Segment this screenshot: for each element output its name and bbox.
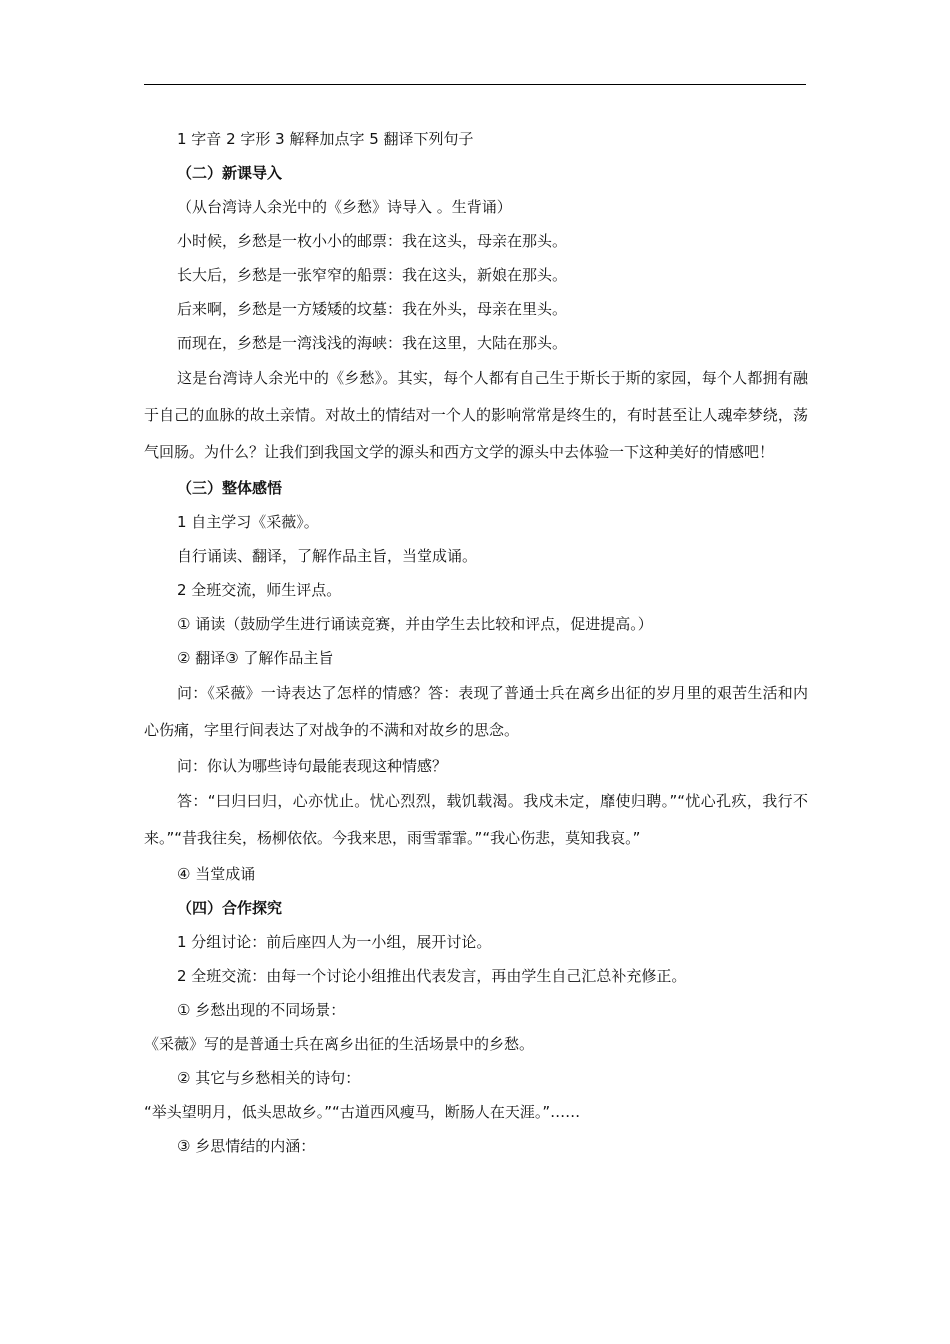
review-items: 1 字音 2 字形 3 解释加点字 5 翻译下列句子 — [177, 130, 474, 148]
intro-paragraph: 这是台湾诗人余光中的《乡愁》。其实，每个人都有自己生于斯长于斯的家园，每个人都拥有融于自己的血脉的故土亲情。对故土的情结对一个人的影响常常是终生的，有时甚至让人魂牵梦绕，荡气回肠。为什么？让我们到我国文学的源头和西方文学的源头中去体验一下这种美好的情感吧！ — [144, 369, 808, 461]
scenes-answer: 《采薇》写的是普通士兵在离乡出征的生活场景中的乡愁。 — [144, 1035, 535, 1053]
item-memorize: ④ 当堂成诵 — [177, 865, 256, 883]
item-connotation: ③ 乡思情结的内涵： — [177, 1137, 316, 1155]
section-heading-cooperation: （四）合作探究 — [177, 899, 283, 917]
poem-line-3: 后来啊，乡愁是一方矮矮的坟墓：我在外头，母亲在里头。 — [177, 300, 568, 318]
section-heading-overall: （三）整体感悟 — [177, 479, 283, 497]
header-rule — [144, 84, 806, 85]
qa-theme-paragraph: 问：《采薇》一诗表达了怎样的情感？答：表现了普通士兵在离乡出征的岁月里的艰苦生活和内心伤痛，字里行间表达了对战争的不满和对故乡的思念。 — [144, 684, 808, 739]
item-scenes: ① 乡愁出现的不同场景： — [177, 1001, 346, 1019]
intro-note: （从台湾诗人余光中的《乡愁》诗导入 。生背诵） — [177, 198, 512, 216]
related-poems-quote: “举头望明月，低头思故乡。”“古道西风瘦马，断肠人在天涯。”…… — [144, 1103, 581, 1121]
item-translate: ② 翻译③ 了解作品主旨 — [177, 649, 334, 667]
item-recite: ① 诵读（鼓励学生进行诵读竞赛，并由学生去比较和评点，促进提高。） — [177, 615, 653, 633]
poem-line-4: 而现在，乡愁是一湾浅浅的海峡：我在这里，大陆在那头。 — [177, 334, 568, 352]
answer-paragraph: 答：“曰归曰归，心亦忧止。忧心烈烈，载饥载渴。我戍未定，靡使归聘。”“忧心孔疚，我行不来。”“昔我往矣，杨柳依依。今我来思，雨雪霏霏。”“我心伤悲，莫知我哀。” — [144, 792, 808, 847]
poem-line-2: 长大后，乡愁是一张窄窄的船票：我在这头，新娘在那头。 — [177, 266, 568, 284]
item-related-poems: ② 其它与乡愁相关的诗句： — [177, 1069, 361, 1087]
step-self-study: 1 自主学习《采薇》。 — [177, 513, 319, 531]
step-group-discussion: 1 分组讨论：前后座四人为一小组，展开讨论。 — [177, 933, 492, 951]
step-class-share: 2 全班交流：由每一个讨论小组推出代表发言，再由学生自己汇总补充修正。 — [177, 967, 687, 985]
section-heading-new-lesson: （二）新课导入 — [177, 164, 283, 182]
question-line: 问：你认为哪些诗句最能表现这种情感？ — [177, 757, 448, 775]
step-class-exchange: 2 全班交流，师生评点。 — [177, 581, 342, 599]
step-self-study-detail: 自行诵读、翻译，了解作品主旨，当堂成诵。 — [177, 547, 478, 565]
document-body — [144, 122, 808, 1163]
poem-line-1: 小时候，乡愁是一枚小小的邮票：我在这头，母亲在那头。 — [177, 232, 568, 250]
